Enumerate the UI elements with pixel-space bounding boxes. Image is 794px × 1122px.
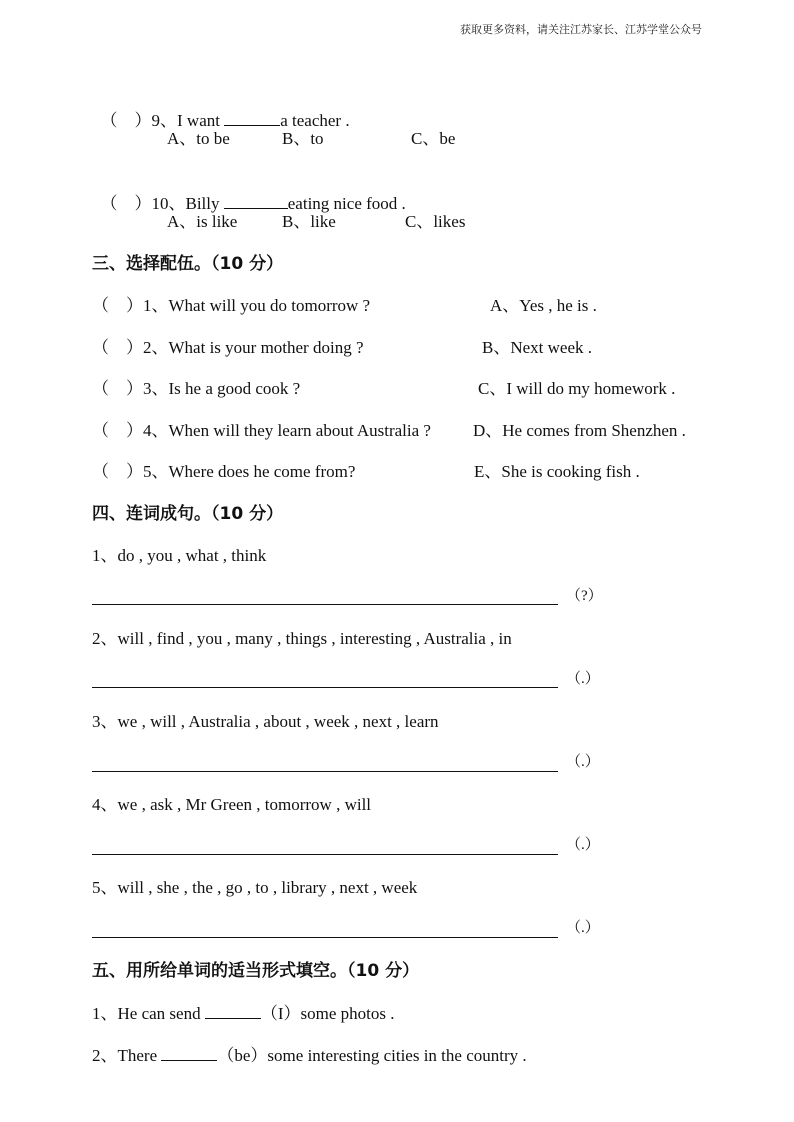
match-question-text: 4、When will they learn about Australia ? [143, 421, 431, 440]
page-header-note: 获取更多资料，请关注江苏家长、江苏学堂公众号 [460, 24, 702, 36]
end-punctuation-3: （.） [566, 754, 600, 770]
word-order-question-4: 4、we , ask , Mr Green , tomorrow , will [92, 795, 372, 814]
question-10-text-after: eating nice food . [287, 194, 406, 213]
answer-paren[interactable]: （ ） [100, 194, 152, 213]
end-punctuation-2: （.） [566, 671, 600, 687]
fill-form-question-2 [92, 1044, 527, 1067]
word-order-question-5: 5、will , she , the , go , to , library , next , week [92, 878, 418, 897]
match-answer-c: C、I will do my homework . [478, 379, 676, 398]
option-c[interactable]: C、likes [405, 212, 466, 231]
fill-blank[interactable] [205, 1002, 261, 1019]
fill-blank[interactable] [161, 1044, 217, 1061]
match-question-text: 3、Is he a good cook ? [143, 379, 301, 398]
question-9-text: 9、I want [151, 111, 225, 130]
section-title-4: 四、连词成句。（10 分） [92, 504, 284, 524]
word-order-question-3: 3、we , will , Australia , about , week , next , learn [92, 712, 439, 731]
word-order-question-2: 2、will , find , you , many , things , interesting , Australia , in [92, 629, 512, 648]
answer-paren[interactable]: （ ） [92, 462, 143, 481]
fill-form-text-after: （be）some interesting cities in the country . [217, 1046, 527, 1065]
answer-line-5[interactable] [92, 937, 558, 938]
answer-paren[interactable]: （ ） [92, 379, 143, 398]
option-c[interactable]: C、be [411, 129, 456, 148]
option-b[interactable]: B、to [282, 129, 324, 148]
match-question-3 [92, 378, 300, 400]
fill-blank[interactable] [224, 109, 280, 126]
match-answer-e: E、She is cooking fish . [474, 462, 640, 481]
end-punctuation-4: （.） [566, 837, 600, 853]
fill-form-question-1 [92, 1002, 394, 1025]
option-a[interactable]: A、to be [167, 129, 230, 148]
match-question-2 [92, 337, 364, 359]
answer-paren[interactable]: （ ） [92, 296, 143, 315]
match-answer-b: B、Next week . [482, 338, 593, 357]
question-9-text-after: a teacher . [280, 111, 350, 130]
answer-line-2[interactable] [92, 687, 558, 688]
question-10-text: 10、Billy [151, 194, 224, 213]
match-question-5 [92, 461, 355, 483]
answer-paren[interactable]: （ ） [92, 338, 143, 357]
end-punctuation-1: （?） [566, 588, 603, 604]
match-answer-a: A、Yes , he is . [490, 296, 597, 315]
answer-line-3[interactable] [92, 771, 558, 772]
fill-form-text: 2、There [92, 1046, 162, 1065]
match-question-1 [92, 295, 370, 317]
fill-form-text-after: （I）some photos . [260, 1004, 395, 1023]
fill-form-text: 1、He can send [92, 1004, 205, 1023]
question-10 [92, 170, 406, 215]
answer-paren[interactable]: （ ） [92, 421, 143, 440]
section-title-5: 五、用所给单词的适当形式填空。（10 分） [92, 961, 420, 981]
word-order-question-1: 1、do , you , what , think [92, 546, 267, 565]
end-punctuation-5: （.） [566, 920, 600, 936]
option-a[interactable]: A、is like [167, 212, 238, 231]
answer-paren[interactable]: （ ） [100, 111, 152, 130]
match-question-4 [92, 420, 431, 442]
section-title-3: 三、选择配伍。（10 分） [92, 254, 284, 274]
fill-blank[interactable] [224, 192, 288, 209]
match-question-text: 5、Where does he come from? [143, 462, 356, 481]
match-question-text: 1、What will you do tomorrow ? [143, 296, 371, 315]
question-9 [92, 87, 350, 132]
match-question-text: 2、What is your mother doing ? [143, 338, 364, 357]
option-b[interactable]: B、like [282, 212, 336, 231]
match-answer-d: D、He comes from Shenzhen . [473, 421, 686, 440]
answer-line-1[interactable] [92, 604, 558, 605]
answer-line-4[interactable] [92, 854, 558, 855]
